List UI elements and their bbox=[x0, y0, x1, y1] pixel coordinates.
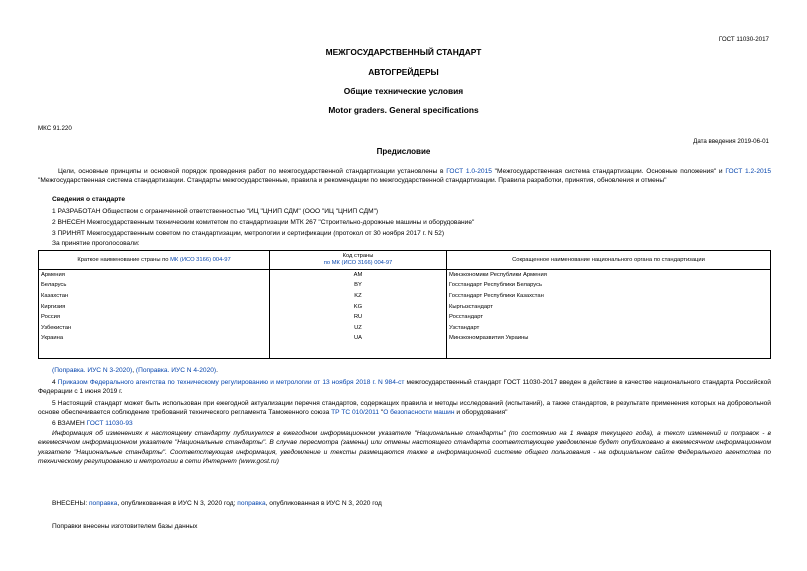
table-header-row bbox=[39, 251, 771, 270]
body-cell: Росстандарт bbox=[447, 312, 771, 323]
footer-amendment-link-1[interactable]: поправка bbox=[88, 500, 118, 507]
item-4 bbox=[38, 378, 771, 397]
item-2: 2 ВНЕСЕН Межгосударственным техническим комитетом по стандартизации МТК 267 "Строительно-дорожные машины и оборудование" bbox=[52, 219, 475, 226]
item-5-quote: " bbox=[379, 409, 384, 417]
mk-iso-link[interactable]: МК (ИСО 3166) 004-97 bbox=[170, 256, 231, 263]
country-cell: Узбекистан bbox=[39, 323, 270, 334]
notice-paragraph: Информация об изменениях к настоящему стандарту публикуется в ежегодном информационном указателе "Национальные стандарты" (по состоянию на 1 января текущего года), а текст изменений и поправок - в ежемесячном информационном указателе "Национальные стандарты". В случае пересмотра (замены) или отмены настоящего стандарта соответствующее уведомление будет опубликовано в ежемесячном информационном указателе "Национальные стандарты". Соответствующая информация, уведомление и тексты размещаются также в информационной системе общего пользования - на официальном сайте Федерального агентства по техническому регулированию и метрологии в сети Интернет (www.gost.ru) bbox=[38, 430, 771, 466]
table-row bbox=[39, 334, 771, 345]
body-cell: Кыргызстандарт bbox=[447, 302, 771, 313]
gost-1-2-link[interactable]: ГОСТ 1.2-2015 bbox=[725, 168, 772, 175]
table-row-filler bbox=[39, 344, 771, 359]
body-cell: Госстандарт Республики Беларусь bbox=[447, 281, 771, 292]
subtitle-en: Motor graders. General specifications bbox=[328, 105, 479, 115]
table-row bbox=[39, 281, 771, 292]
body-cell: Минэкономразвития Украины bbox=[447, 334, 771, 345]
gost-11030-93-link[interactable]: ГОСТ 11030-93 bbox=[86, 420, 133, 427]
code-cell: RU bbox=[270, 312, 447, 323]
body-cell: Госстандарт Республики Казахстан bbox=[447, 291, 771, 302]
item-4-number: 4 bbox=[52, 379, 58, 386]
doc-code: ГОСТ 11030-2017 bbox=[718, 36, 769, 43]
tr-ts-link[interactable]: ТР ТС 010/2011 bbox=[331, 409, 380, 417]
footer-amendment-link-2[interactable]: поправка bbox=[237, 500, 266, 507]
info-title: Сведения о стандарте bbox=[52, 196, 126, 203]
intro-date: Дата введения 2019-06-01 bbox=[693, 138, 769, 145]
country-cell: Киргизия bbox=[39, 302, 270, 313]
item-6 bbox=[52, 419, 133, 428]
voting-table bbox=[38, 250, 771, 359]
footer-text-2: , опубликованная в ИУС N 3, 2020 год bbox=[265, 500, 382, 507]
item-5-text: 5 Настоящий стандарт может быть использован при ежегодной актуализации перечня стандартов, содержащих правила и методы исследований (испытаний), а также стандартов, в результате применения которых на добровольной основе обеспечивается соблюдение требований технического регламента Таможенного союза bbox=[38, 400, 771, 417]
country-cell: Россия bbox=[39, 312, 270, 323]
col-country-header bbox=[39, 251, 270, 270]
item-4-text: межгосударственный стандарт ГОСТ 11030-2017 введен в действие в качестве национального стандарта Российской Федерации с 1 июня 2019 г. bbox=[38, 379, 771, 396]
item-1: 1 РАЗРАБОТАН Обществом с ограниченной ответственностью "ИЦ "ЦНИП СДМ" (ООО "ИЦ "ЦНИП СДМ") bbox=[52, 208, 379, 215]
footer-lead: ВНЕСЕНЫ: bbox=[52, 500, 89, 507]
country-cell: Беларусь bbox=[39, 281, 270, 292]
order-link[interactable]: Приказом Федерального агентства по техническому регулированию и метрологии от 13 ноября 2018 г. N 984-ст bbox=[57, 379, 405, 386]
amendments-line bbox=[52, 366, 218, 375]
col-country-text: Краткое наименование страны по bbox=[77, 256, 171, 263]
footer-note: Поправки внесены изготовителем базы данных bbox=[52, 523, 198, 530]
country-cell: Казахстан bbox=[39, 291, 270, 302]
code-cell: AM bbox=[270, 270, 447, 281]
intro-text-1: Цели, основные принципы и основной порядок проведения работ по межгосударственной стандартизации установлены в bbox=[58, 168, 447, 175]
amendment-end: . bbox=[216, 367, 218, 374]
machine-safety-link[interactable]: О безопасности машин bbox=[383, 409, 455, 417]
table-row bbox=[39, 291, 771, 302]
table-row bbox=[39, 312, 771, 323]
col-body-header: Сокращенное наименование национального органа по стандартизации bbox=[447, 251, 771, 270]
item-6-text: 6 ВЗАМЕН bbox=[52, 420, 87, 427]
intro-paragraph bbox=[38, 167, 771, 186]
intro-text-2: "Межгосударственная система стандартизации. Основные положения" и bbox=[491, 168, 726, 175]
code-cell: UZ bbox=[270, 323, 447, 334]
code-cell: KZ bbox=[270, 291, 447, 302]
page-title: АВТОГРЕЙДЕРЫ bbox=[368, 67, 439, 77]
foreword-title: Предисловие bbox=[376, 147, 431, 156]
amendments-footer bbox=[52, 499, 382, 508]
code-cell: KG bbox=[270, 302, 447, 313]
table-row bbox=[39, 323, 771, 334]
mks-code: МКС 91.220 bbox=[38, 125, 72, 132]
col-code-header bbox=[270, 251, 447, 270]
subtitle-ru: Общие технические условия bbox=[343, 86, 464, 96]
country-cell: Украина bbox=[39, 334, 270, 345]
intro-text-3: "Межгосударственная система стандартизации. Стандарты межгосударственные, правила и рекомендации по межгосударственной стандартизации. Правила разработки, принятия, обновления и отмены" bbox=[38, 177, 667, 185]
footer-text-1: , опубликованная в ИУС N 3, 2020 год; bbox=[117, 500, 238, 507]
gost-1-0-link[interactable]: ГОСТ 1.0-2015 bbox=[446, 168, 492, 175]
amendment-separator: , bbox=[132, 367, 136, 374]
item-3: 3 ПРИНЯТ Межгосударственным советом по стандартизации, метрологии и сертификации (протокол от 30 ноября 2017 г. N 52) bbox=[52, 230, 445, 237]
country-cell: Армения bbox=[39, 270, 270, 281]
amendment-link-1[interactable]: (Поправка. ИУС N 3-2020) bbox=[52, 367, 133, 374]
code-cell: BY bbox=[270, 281, 447, 292]
col-code-text: Код страны bbox=[342, 253, 374, 259]
vote-label: За принятие проголосовали: bbox=[52, 240, 140, 247]
code-cell: UA bbox=[270, 334, 447, 345]
mk-iso-code-link[interactable]: по МК (ИСО 3166) 004-97 bbox=[323, 260, 393, 266]
amendment-link-2[interactable]: (Поправка. ИУС N 4-2020) bbox=[135, 367, 217, 374]
table-row bbox=[39, 302, 771, 313]
table-row bbox=[39, 270, 771, 281]
body-cell: Минэкономики Республики Армения bbox=[447, 270, 771, 281]
body-cell: Узстандарт bbox=[447, 323, 771, 334]
standard-type: МЕЖГОСУДАРСТВЕННЫЙ СТАНДАРТ bbox=[325, 47, 482, 57]
item-5-end: и оборудования" bbox=[454, 409, 508, 417]
item-5 bbox=[38, 399, 771, 418]
